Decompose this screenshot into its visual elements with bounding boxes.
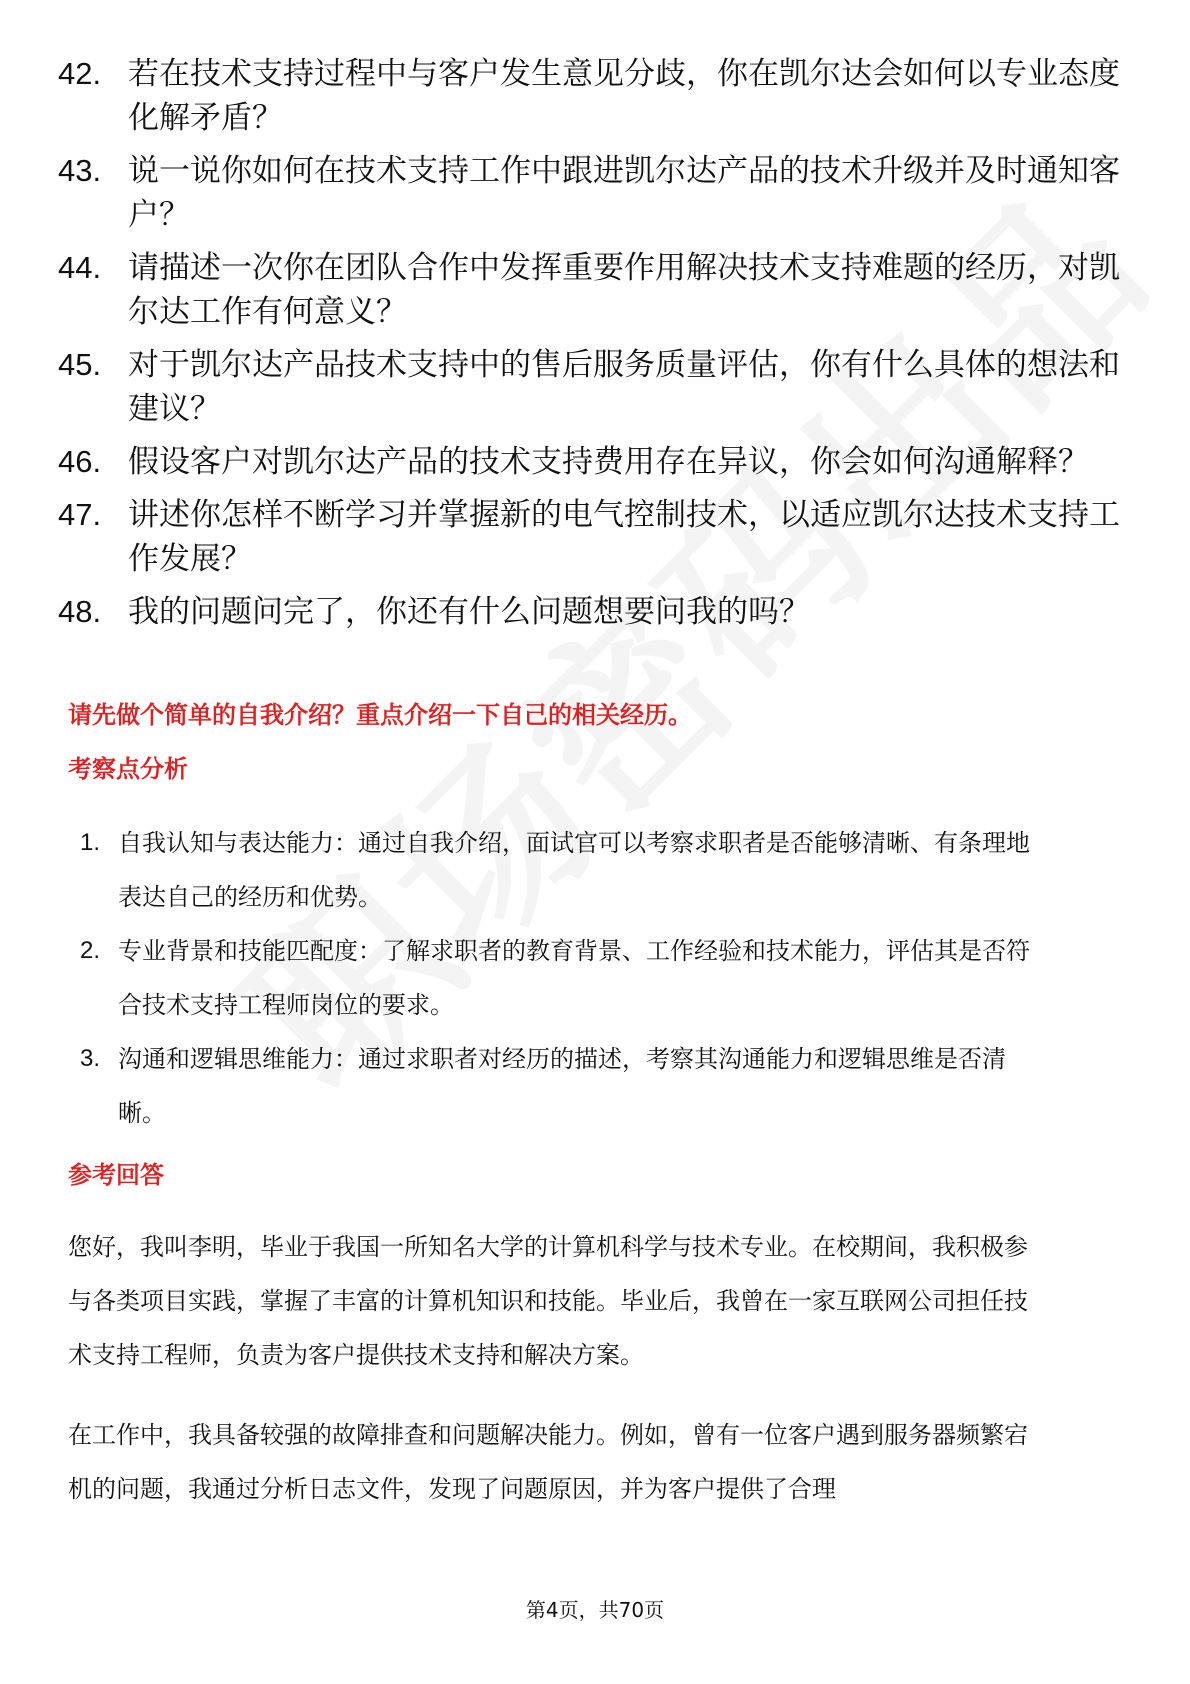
- analysis-text: 自我认知与表达能力：通过自我介绍，面试官可以考察求职者是否能够清晰、有条理地表达自己的经历和优势。: [118, 829, 1030, 911]
- question-text: 说一说你如何在技术支持工作中跟进凯尔达产品的技术升级并及时通知客户？: [128, 153, 1120, 233]
- analysis-heading: 考察点分析: [68, 755, 188, 783]
- question-number: 47.: [58, 497, 102, 532]
- analysis-text: 专业背景和技能匹配度：了解求职者的教育背景、工作经验和技术能力，评估其是否符合技术支持工程师岗位的要求。: [118, 937, 1030, 1019]
- answer-paragraph: 您好，我叫李明，毕业于我国一所知名大学的计算机科学与技术专业。在校期间，我积极参与各类项目实践，掌握了丰富的计算机知识和技能。毕业后，我曾在一家互联网公司担任技术支持工程师，负责为客户提供技术支持和解决方案。: [68, 1233, 1028, 1369]
- question-item: [58, 493, 1138, 581]
- question-item: [58, 440, 1138, 484]
- answer-heading: 参考回答: [68, 1161, 164, 1189]
- question-number: 42.: [58, 56, 102, 91]
- question-item: [58, 52, 1138, 140]
- analysis-item: [80, 816, 1040, 924]
- question-text: 若在技术支持过程中与客户发生意见分歧，你在凯尔达会如何以专业态度化解矛盾？: [128, 56, 1120, 136]
- question-item: [58, 246, 1138, 334]
- question-list: [58, 52, 1138, 643]
- question-item: [58, 590, 1138, 634]
- question-number: 43.: [58, 153, 102, 188]
- question-number: 48.: [58, 594, 102, 629]
- question-text: 假设客户对凯尔达产品的技术支持费用存在异议，你会如何沟通解释？: [128, 444, 1089, 480]
- question-item: [58, 343, 1138, 431]
- question-text: 请描述一次你在团队合作中发挥重要作用解决技术支持难题的经历，对凯尔达工作有何意义？: [128, 250, 1120, 330]
- intro-question-heading: 请先做个简单的自我介绍？重点介绍一下自己的相关经历。: [68, 701, 692, 729]
- analysis-text: 沟通和逻辑思维能力：通过求职者对经历的描述，考察其沟通能力和逻辑思维是否清晰。: [118, 1045, 1006, 1127]
- analysis-number: 3.: [80, 1045, 101, 1072]
- question-number: 45.: [58, 347, 102, 382]
- question-number: 46.: [58, 444, 102, 479]
- page-number-footer: 第4页，共70页: [525, 1598, 665, 1622]
- analysis-number: 1.: [80, 829, 101, 856]
- question-text: 讲述你怎样不断学习并掌握新的电气控制技术，以适应凯尔达技术支持工作发展？: [128, 497, 1120, 577]
- analysis-list: [80, 816, 1040, 1140]
- analysis-item: [80, 924, 1040, 1032]
- question-text: 对于凯尔达产品技术支持中的售后服务质量评估，你有什么具体的想法和建议？: [128, 347, 1120, 427]
- question-item: [58, 149, 1138, 237]
- analysis-item: [80, 1032, 1040, 1140]
- question-text: 我的问题问完了，你还有什么问题想要问我的吗？: [128, 594, 810, 630]
- answer-paragraph: 在工作中，我具备较强的故障排查和问题解决能力。例如，曾有一位客户遇到服务器频繁宕机的问题，我通过分析日志文件，发现了问题原因，并为客户提供了合理: [68, 1421, 1028, 1503]
- analysis-number: 2.: [80, 937, 101, 964]
- question-number: 44.: [58, 250, 102, 285]
